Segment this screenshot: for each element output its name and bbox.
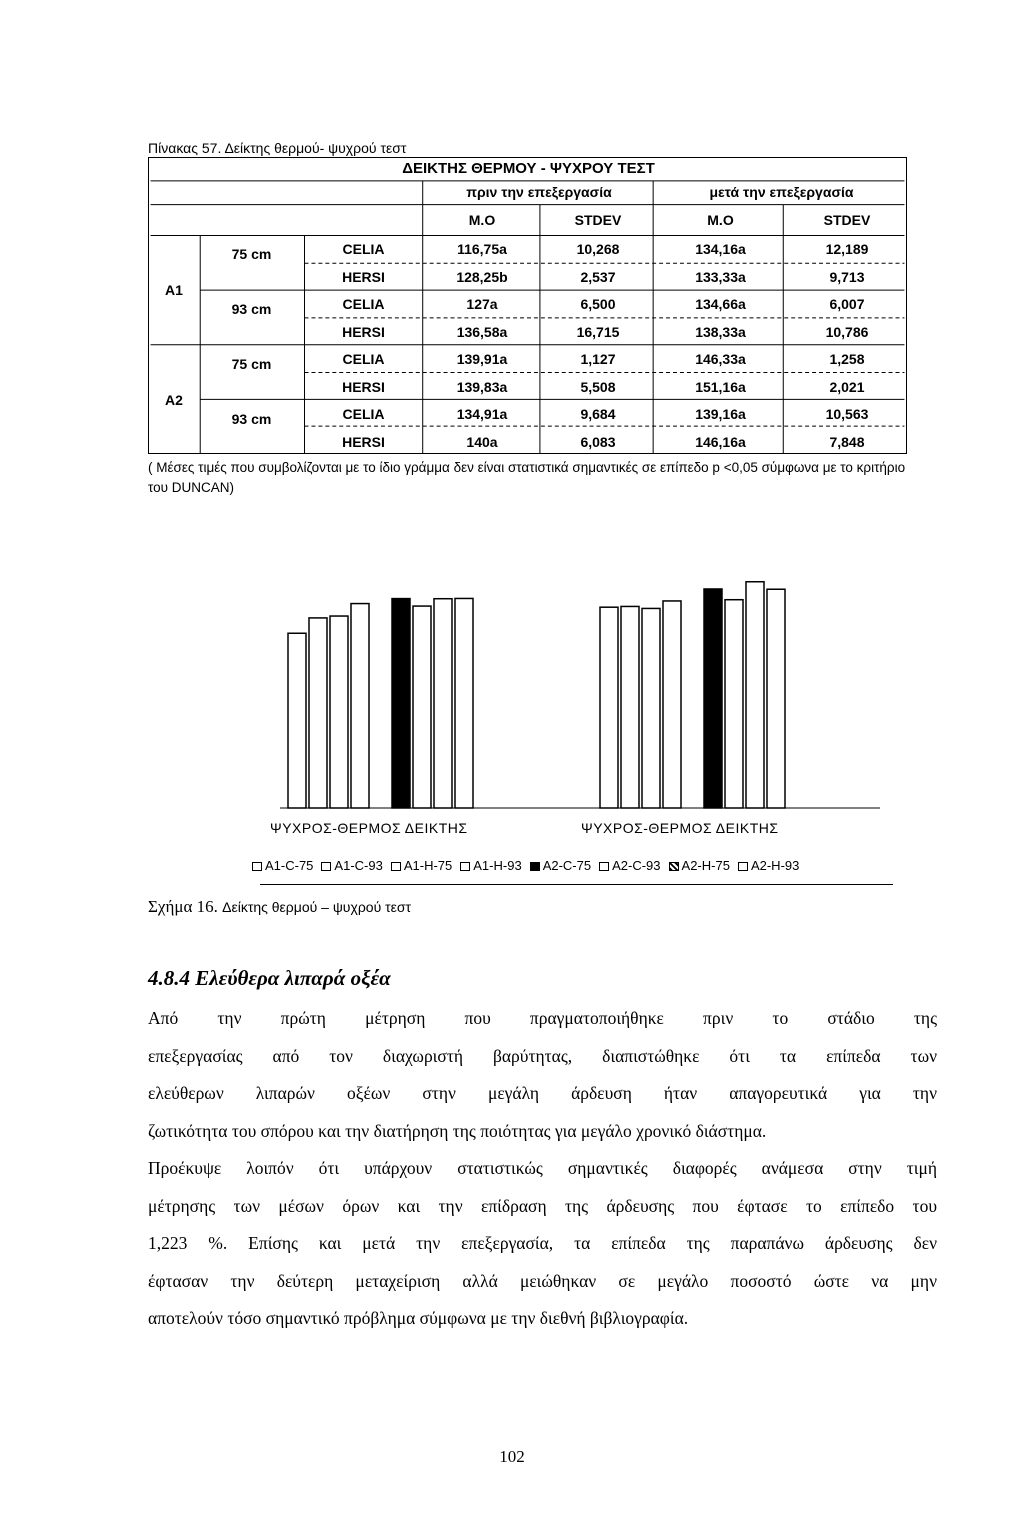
chart-bar [351,604,369,808]
paragraph-line: Από την πρώτη μέτρηση που πραγματοποιήθηκε πριν το στάδιο της [148,1008,937,1028]
legend-swatch [460,862,470,871]
value-cell: 139,83a [456,378,508,395]
legend-item [252,858,313,873]
results-table [148,157,907,454]
chart-bar [434,599,452,808]
size-cell: 93 cm [231,410,272,427]
value-cell: 151,16a [695,378,746,395]
variety-cell: HERSI [342,433,385,450]
paragraph-line: Προέκυψε λοιπόν ότι υπάρχουν στατιστικώς σημαντικές διαφορές ανάμεσα στην τιμή [148,1158,937,1178]
group-header-after: μετά την επεξεργασία [709,184,854,200]
value-cell: 6,500 [580,296,616,312]
size-cell: 93 cm [231,300,272,317]
value-cell: 139,91a [456,351,508,367]
paragraph-line: έφτασαν την δεύτερη μεταχείριση αλλά μειώθηκαν σε μεγάλο ποσοστό ώστε να μην [148,1270,937,1291]
value-cell: 146,33a [695,351,746,367]
chart-bar [746,582,764,808]
value-cell: 140a [466,433,498,450]
value-cell: 9,713 [829,268,865,285]
legend-item [738,858,799,873]
col-header-stdev-before: STDEV [574,212,622,228]
legend-item [391,858,452,873]
legend-label: A2-H-75 [681,858,730,873]
legend-swatch [669,862,679,871]
group-header-before: πριν την επεξεργασία [466,184,612,200]
value-cell: 12,189 [825,241,869,257]
chart-category-label-2: ΨΥΧΡΟΣ-ΘΕΡΜΟΣ ΔΕΙΚΤΗΣ [581,820,779,836]
size-cell: 75 cm [231,355,272,372]
variety-cell: HERSI [342,323,385,340]
paragraph-line: μέτρησης των μέσων όρων και την επίδραση της άρδευσης που έφτασε το επίπεδο του [148,1195,937,1216]
chart-bar [725,600,743,808]
variety-cell: CELIA [342,241,385,257]
section-heading: 4.8.4 Ελεύθερα λιπαρά οξέα [148,966,391,990]
chart-bar [600,607,618,808]
value-cell: 7,848 [829,433,865,450]
table-note: ( Μέσες τιμές που συμβολίζονται με το ίδιο γράμμα δεν είναι στατιστικά σημαντικές σε επίπεδο p <0,05 σύμφωνα με το κριτήριο του DUNCAN) [148,460,906,495]
legend-item [530,858,591,873]
chart-bar [455,598,473,808]
value-cell: 116,75a [457,241,507,257]
page-number: 102 [499,1447,525,1466]
legend-swatch [321,862,331,871]
legend-label: A1-H-75 [403,858,453,873]
legend-swatch [599,862,609,871]
variety-cell: CELIA [342,406,385,422]
value-cell: 2,537 [580,268,616,285]
value-cell: 134,91a [456,406,508,422]
value-cell: 6,083 [580,433,616,450]
value-cell: 146,16a [695,433,746,450]
value-cell: 134,66a [695,296,746,312]
legend-label: A2-H-93 [750,858,800,873]
value-cell: 6,007 [829,296,865,312]
size-cell: 75 cm [231,245,272,262]
value-cell: 133,33a [695,268,746,285]
value-cell: 134,16a [695,241,746,257]
value-cell: 138,33a [695,323,746,340]
value-cell: 1,258 [829,351,865,367]
legend-label: A2-C-93 [612,858,661,873]
value-cell: 127a [466,296,498,312]
legend-item [321,858,382,873]
paragraph-line: αποτελούν τόσο σημαντικό πρόβλημα σύμφωνα με την διεθνή βιβλιογραφία. [148,1308,689,1328]
legend-label: A1-C-93 [334,858,383,873]
table-caption: Πίνακας 57. Δείκτης θερμού- ψυχρού τεστ [148,140,407,156]
value-cell: 16,715 [576,323,620,340]
value-cell: 128,25b [456,268,508,285]
paragraph-line: ελεύθερων λιπαρών οξέων στην μεγάλη άρδευση ήταν απαγορευτικά για την [148,1083,937,1103]
legend-item [460,858,521,873]
value-cell: 10,563 [825,406,869,422]
value-cell: 2,021 [829,378,865,395]
col-header-stdev-after: STDEV [823,212,871,228]
body-paragraph [148,1000,937,1338]
col-header-mean-before: Μ.Ο [468,212,496,228]
value-cell: 5,508 [580,378,616,395]
variety-cell: CELIA [342,351,385,367]
legend-divider [260,884,893,885]
paragraph-line: 1,223 %. Επίσης και μετά την επεξεργασία, τα επίπεδα της παραπάνω άρδευσης δεν [148,1233,937,1253]
value-cell: 1,127 [580,351,616,367]
variety-cell: HERSI [342,268,385,285]
chart-bar [330,616,348,808]
variety-cell: CELIA [342,296,385,312]
value-cell: 10,786 [825,323,869,340]
chart-bar [309,618,327,808]
legend-item [669,858,730,873]
chart-legend [252,858,799,873]
group-label-cell: A2 [165,392,183,408]
value-cell: 139,16a [695,406,746,422]
chart-bar [392,599,410,808]
chart-bar [621,606,639,808]
legend-label: A2-C-75 [542,858,592,873]
legend-swatch [738,862,748,871]
paragraph-line: ζωτικότητα του σπόρου και την διατήρηση της ποιότητας για μεγάλο χρονικό διάστημα. [148,1120,767,1141]
paragraph-line: επεξεργασίας από τον διαχωριστή βαρύτητας, διαπιστώθηκε ότι τα επίπεδα των [148,1045,937,1066]
col-header-mean-after: Μ.Ο [707,212,734,228]
value-cell: 136,58a [456,323,508,340]
legend-swatch [391,862,401,871]
figure-caption [148,897,411,917]
legend-item [599,858,660,873]
chart-bar [704,589,722,808]
bar-chart [270,572,890,812]
figure-label: Σχήμα 16. [148,897,218,916]
value-cell: 10,268 [576,241,620,257]
legend-label: A1-H-93 [473,858,522,873]
chart-bar [413,606,431,808]
chart-bar [663,601,681,808]
legend-swatch [252,862,262,871]
legend-label: A1-C-75 [265,858,314,873]
figure-title: Δείκτης θερμού – ψυχρού τεστ [222,899,412,915]
value-cell: 9,684 [580,406,616,422]
legend-swatch [530,862,540,871]
group-label-cell: A1 [165,282,183,298]
table-title: ΔΕΙΚΤΗΣ ΘΕΡΜΟΥ - ΨΥΧΡΟΥ ΤΕΣΤ [402,160,655,177]
chart-bar [642,608,660,808]
chart-bar [767,589,785,808]
variety-cell: HERSI [342,378,385,395]
chart-bar [288,633,306,808]
chart-category-label-1: ΨΥΧΡΟΣ-ΘΕΡΜΟΣ ΔΕΙΚΤΗΣ [270,820,468,836]
